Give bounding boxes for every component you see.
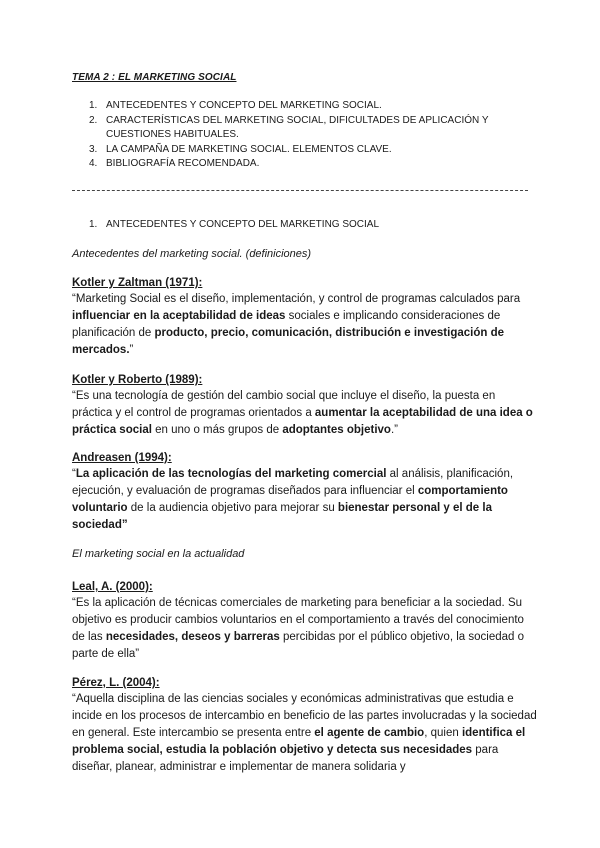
author-heading: Andreasen (1994): [72, 452, 172, 464]
quote-text: “Es la aplicación de técnicas comerciales de marketing para beneficiar a la sociedad. Su objetivo es producir cambios voluntarios en el comportamiento a través del conocimiento de las [72, 597, 524, 643]
section-number: 1. [89, 219, 98, 230]
quote-emphasis: producto, precio, comunicación, distribución e investigación de mercados. [72, 327, 505, 356]
subheading-current: El marketing social en la actualidad [72, 548, 245, 560]
quote-text: .” [390, 424, 398, 436]
toc-text: CARACTERÍSTICAS DEL MARKETING SOCIAL, DIFICULTADES DE APLICACIÓN Y CUESTIONES HABITUALES. [106, 114, 489, 140]
quote-text: “ [72, 468, 76, 480]
definition-quote [72, 466, 538, 534]
quote-text: de la audiencia objetivo para mejorar su [127, 502, 338, 514]
quote-text: percibidas por el público objetivo, la sociedad o parte de ella” [72, 631, 524, 660]
toc-text: LA CAMPAÑA DE MARKETING SOCIAL. ELEMENTOS CLAVE. [106, 143, 392, 155]
author-heading: Kotler y Zaltman (1971): [72, 277, 203, 289]
quote-text: ” [129, 344, 134, 356]
toc-item [72, 114, 538, 143]
quote-emphasis: necesidades, deseos y barreras [105, 631, 280, 643]
quote-emphasis: adoptantes objetivo [282, 424, 391, 436]
document-title: TEMA 2 : EL MARKETING SOCIAL [72, 72, 237, 83]
quote-text: en uno o más grupos de [151, 424, 283, 436]
definition-quote [72, 388, 538, 439]
toc-number: 3. [89, 143, 98, 155]
quote-text: , quien [424, 727, 462, 739]
quote-text: al análisis, planificación, ejecución, y evaluación de programas diseñados para influenciar el [72, 468, 514, 497]
toc-number: 2. [89, 114, 98, 126]
toc-item [72, 99, 538, 114]
author-heading: Leal, A. (2000): [72, 581, 153, 593]
section-title: ANTECEDENTES Y CONCEPTO DEL MARKETING SOCIAL [106, 219, 380, 230]
toc-item [72, 157, 538, 172]
quote-emphasis: La aplicación de las tecnologías del marketing comercial [75, 468, 387, 480]
toc-number: 4. [89, 158, 98, 169]
subheading-definitions: Antecedentes del marketing social. (definiciones) [72, 248, 312, 260]
quote-text: “Marketing Social es el diseño, implementación, y control de programas calculados para [72, 293, 521, 305]
quote-emphasis: identifica el problema social, estudia la población objetivo y detecta sus necesidades [72, 727, 526, 756]
quote-text: “Es una tecnología de gestión del cambio social que incluye el diseño, la puesta en práctica y el control de programas orientados a [72, 390, 496, 419]
table-of-contents [72, 99, 538, 172]
toc-item [72, 143, 538, 158]
quote-emphasis: bienestar personal y el de la sociedad” [72, 502, 492, 531]
quote-text: “Aquella disciplina de las ciencias sociales y económicas administrativas que estudia e incide en los procesos de intercambio en beneficio de las partes involucradas y la sociedad en general. Este intercambio se presenta entre [72, 693, 537, 739]
section-heading [72, 219, 538, 230]
author-heading: Pérez, L. (2004): [72, 677, 160, 689]
toc-text: BIBLIOGRAFÍA RECOMENDADA. [106, 158, 260, 169]
author-heading: Kotler y Roberto (1989): [72, 374, 203, 386]
toc-text: ANTECEDENTES Y CONCEPTO DEL MARKETING SOCIAL. [106, 100, 382, 111]
toc-number: 1. [89, 100, 98, 111]
quote-text: sociales e implicando consideraciones de planificación de [72, 310, 501, 339]
quote-emphasis: comportamiento voluntario [72, 485, 508, 514]
quote-emphasis: aumentar la aceptabilidad de una idea o práctica social [72, 407, 533, 436]
definition-quote [72, 691, 538, 776]
section-divider [72, 190, 528, 191]
definition-quote [72, 291, 538, 359]
definition-quote [72, 595, 538, 663]
quote-emphasis: el agente de cambio [314, 727, 425, 739]
quote-emphasis: influenciar en la aceptabilidad de ideas [72, 310, 286, 322]
quote-text: para diseñar, planear, administrar e implementar de manera solidaria y [72, 744, 499, 773]
